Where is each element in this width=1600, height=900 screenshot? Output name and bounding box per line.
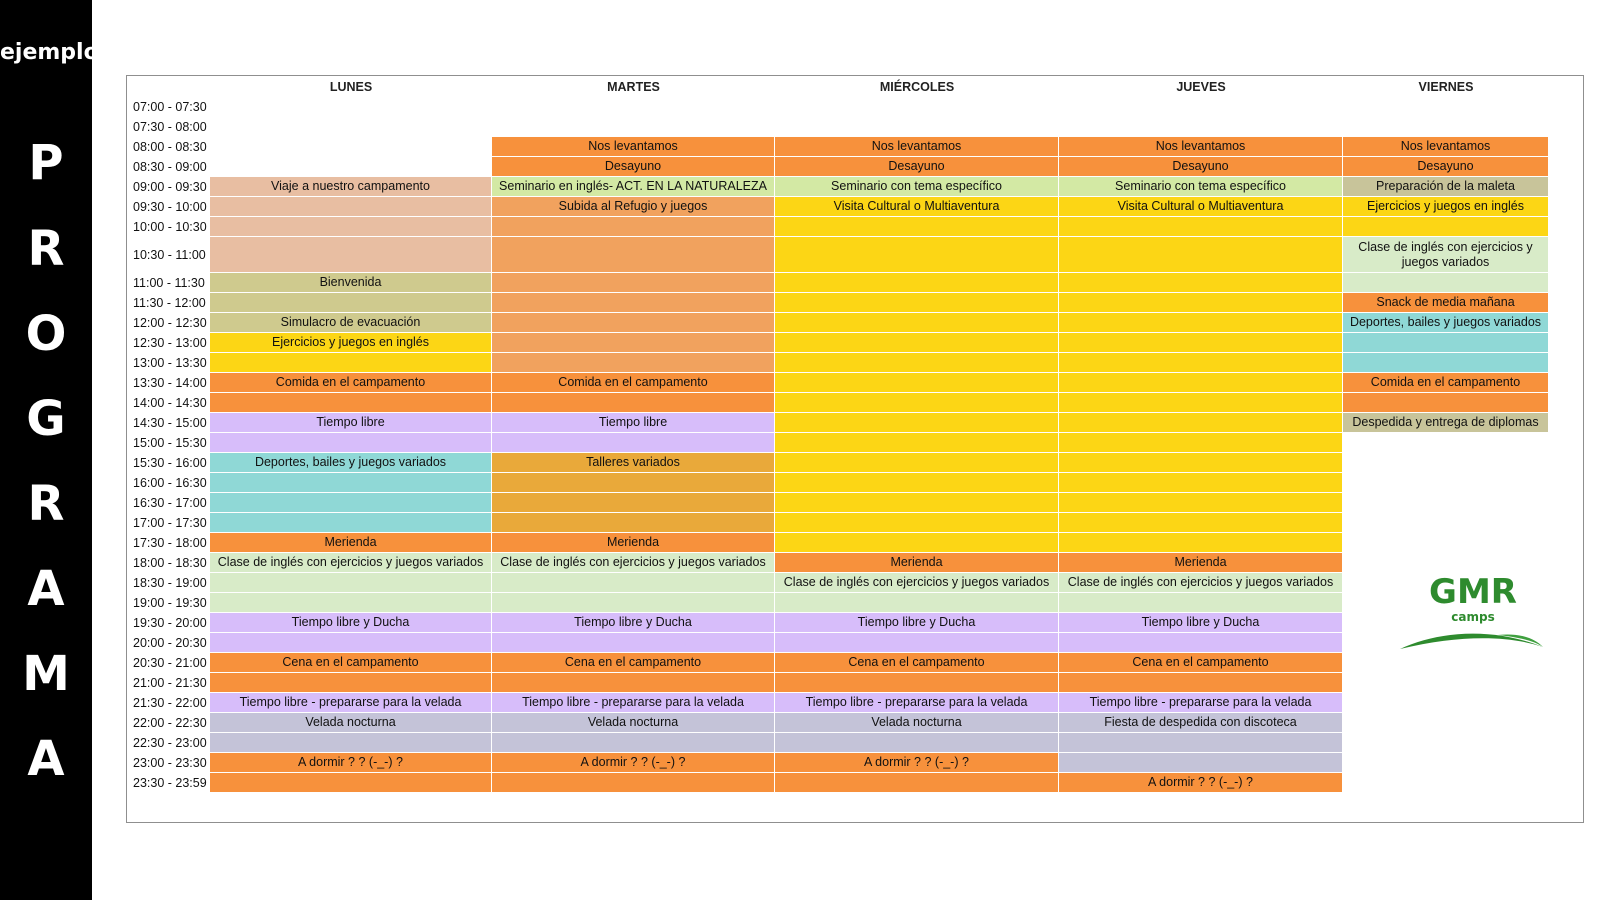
schedule-cell: Nos levantamos — [492, 137, 775, 157]
time-slot-label: 10:30 - 11:00 — [133, 248, 206, 262]
time-slot-label: 21:00 - 21:30 — [133, 676, 207, 690]
schedule-cell — [1059, 513, 1343, 533]
schedule-cell: Simulacro de evacuación — [210, 313, 492, 333]
schedule-cell: Velada nocturna — [775, 713, 1059, 733]
day-header: MARTES — [607, 79, 660, 94]
time-slot-label: 09:30 - 10:00 — [133, 200, 207, 214]
time-slot-label: 08:30 - 09:00 — [133, 160, 207, 174]
schedule-cell: Clase de inglés con ejercicios y juegos variados — [775, 573, 1059, 593]
schedule-cell — [1059, 733, 1343, 753]
time-slot-label: 16:30 - 17:00 — [133, 496, 207, 510]
schedule-cell — [775, 273, 1059, 293]
day-header: JUEVES — [1176, 79, 1226, 94]
time-slot-label: 15:30 - 16:00 — [133, 456, 207, 470]
schedule-cell — [1059, 753, 1343, 773]
schedule-cell: Fiesta de despedida con discoteca — [1059, 713, 1343, 733]
schedule-cell — [1059, 473, 1343, 493]
schedule-cell: Seminario con tema específico — [1059, 177, 1343, 197]
schedule-cell — [1343, 333, 1549, 353]
schedule-cell — [775, 433, 1059, 453]
schedule-cell — [1059, 593, 1343, 613]
time-slot-label: 07:30 - 08:00 — [133, 120, 207, 134]
time-slot-label: 09:00 - 09:30 — [133, 180, 207, 194]
schedule-cell: Velada nocturna — [492, 713, 775, 733]
schedule-cell: Nos levantamos — [1343, 137, 1549, 157]
schedule-cell: Clase de inglés con ejercicios y juegos variados — [492, 553, 775, 573]
schedule-cell: Merienda — [210, 533, 492, 553]
schedule-cell — [1059, 353, 1343, 373]
sidebar — [0, 0, 99, 900]
schedule-cell — [210, 633, 492, 653]
time-slot-label: 12:30 - 13:00 — [133, 336, 207, 350]
schedule-cell — [492, 633, 775, 653]
schedule-cell — [775, 733, 1059, 753]
schedule-cell: Desayuno — [492, 157, 775, 177]
schedule-cell — [492, 313, 775, 333]
schedule-cell — [210, 197, 492, 217]
schedule-cell — [210, 733, 492, 753]
schedule-cell: Deportes, bailes y juegos variados — [210, 453, 492, 473]
schedule-cell: Tiempo libre — [492, 413, 775, 433]
time-slot-label: 23:30 - 23:59 — [133, 776, 207, 790]
schedule-cell — [210, 217, 492, 237]
time-slot-label: 08:00 - 08:30 — [133, 140, 207, 154]
schedule-cell — [1059, 633, 1343, 653]
schedule-cell — [1059, 493, 1343, 513]
schedule-cell — [210, 353, 492, 373]
time-slot-label: 23:00 - 23:30 — [133, 756, 207, 770]
schedule-cell: Merienda — [775, 553, 1059, 573]
vertical-letter: M — [22, 646, 70, 702]
schedule-cell: A dormir ? ? (-_-) ? — [210, 753, 492, 773]
schedule-cell — [775, 533, 1059, 553]
schedule-cell: Comida en el campamento — [1343, 373, 1549, 393]
schedule-cell: Cena en el campamento — [492, 653, 775, 673]
schedule-cell: Tiempo libre - prepararse para la velada — [1059, 693, 1343, 713]
day-header: LUNES — [329, 79, 373, 94]
schedule-cell: Tiempo libre y Ducha — [492, 613, 775, 633]
time-slot-label: 13:00 - 13:30 — [133, 356, 207, 370]
schedule-cell: Clase de inglés con ejercicios y juegos variados — [1343, 237, 1549, 273]
schedule-cell — [775, 513, 1059, 533]
schedule-cell: Tiempo libre — [210, 413, 492, 433]
time-slot-label: 22:30 - 23:00 — [133, 736, 207, 750]
schedule-cell: Visita Cultural o Multiaventura — [775, 197, 1059, 217]
schedule-cell — [1059, 453, 1343, 473]
schedule-cell: Ejercicios y juegos en inglés — [210, 333, 492, 353]
vertical-letter: A — [27, 561, 65, 617]
schedule-cell: Velada nocturna — [210, 713, 492, 733]
schedule-cell: Bienvenida — [210, 273, 492, 293]
schedule-cell — [775, 353, 1059, 373]
day-header: MIÉRCOLES — [879, 79, 955, 94]
schedule-cell: Subida al Refugio y juegos — [492, 197, 775, 217]
gmr-camps-logo — [1398, 572, 1568, 670]
schedule-cell: Ejercicios y juegos en inglés — [1343, 197, 1549, 217]
time-slot-label: 22:00 - 22:30 — [133, 716, 207, 730]
schedule-cell — [492, 333, 775, 353]
vertical-letter: O — [25, 306, 67, 362]
schedule-cell: Tiempo libre - prepararse para la velada — [210, 693, 492, 713]
schedule-cell — [775, 413, 1059, 433]
schedule-cell: Merienda — [1059, 553, 1343, 573]
schedule-table — [126, 75, 1584, 823]
vertical-letter: A — [27, 731, 65, 787]
schedule-cell: A dormir ? ? (-_-) ? — [492, 753, 775, 773]
schedule-cell — [492, 773, 775, 793]
schedule-cell: Nos levantamos — [775, 137, 1059, 157]
schedule-cell — [492, 433, 775, 453]
schedule-cell — [1059, 293, 1343, 313]
time-slot-label: 19:00 - 19:30 — [133, 596, 207, 610]
schedule-cell — [492, 293, 775, 313]
schedule-cell — [210, 573, 492, 593]
schedule-cell — [492, 217, 775, 237]
logo-name: GMR — [1429, 572, 1517, 612]
schedule-cell: Deportes, bailes y juegos variados — [1343, 313, 1549, 333]
schedule-cell: Seminario en inglés- ACT. EN LA NATURALEZA — [492, 177, 775, 197]
schedule-cell — [775, 633, 1059, 653]
time-slot-label: 19:30 - 20:00 — [133, 616, 207, 630]
schedule-cell — [210, 237, 492, 273]
time-slot-label: 16:00 - 16:30 — [133, 476, 207, 490]
time-slot-label: 12:00 - 12:30 — [133, 316, 207, 330]
time-slot-label: 15:00 - 15:30 — [133, 436, 207, 450]
time-slot-label: 21:30 - 22:00 — [133, 696, 207, 710]
time-slot-label: 13:30 - 14:00 — [133, 376, 207, 390]
schedule-cell: A dormir ? ? (-_-) ? — [775, 753, 1059, 773]
schedule-cell — [492, 237, 775, 273]
schedule-cell: Talleres variados — [492, 453, 775, 473]
schedule-cell: Seminario con tema específico — [775, 177, 1059, 197]
schedule-cell: Nos levantamos — [1059, 137, 1343, 157]
time-slot-label: 20:30 - 21:00 — [133, 656, 207, 670]
schedule-cell — [1343, 353, 1549, 373]
schedule-cell — [210, 293, 492, 313]
schedule-cell: Clase de inglés con ejercicios y juegos variados — [1059, 573, 1343, 593]
schedule-cell: Cena en el campamento — [1059, 653, 1343, 673]
schedule-cell — [210, 393, 492, 413]
time-slot-label: 07:00 - 07:30 — [133, 100, 207, 114]
schedule-cell — [775, 473, 1059, 493]
schedule-cell — [1059, 413, 1343, 433]
schedule-cell — [492, 353, 775, 373]
schedule-cell — [775, 773, 1059, 793]
schedule-cell — [775, 237, 1059, 273]
schedule-cell — [1059, 393, 1343, 413]
schedule-cell: Merienda — [492, 533, 775, 553]
schedule-cell: Tiempo libre - prepararse para la velada — [775, 693, 1059, 713]
schedule-cell — [1059, 217, 1343, 237]
schedule-cell: Tiempo libre - prepararse para la velada — [492, 693, 775, 713]
schedule-cell: Visita Cultural o Multiaventura — [1059, 197, 1343, 217]
schedule-cell: Cena en el campamento — [210, 653, 492, 673]
schedule-cell — [210, 673, 492, 693]
schedule-cell — [492, 593, 775, 613]
schedule-cell — [775, 493, 1059, 513]
schedule-cell — [1059, 433, 1343, 453]
schedule-cell: A dormir ? ? (-_-) ? — [1059, 773, 1343, 793]
schedule-cell: Tiempo libre y Ducha — [210, 613, 492, 633]
schedule-cell: Viaje a nuestro campamento — [210, 177, 492, 197]
schedule-cell: Comida en el campamento — [492, 373, 775, 393]
schedule-grid — [127, 76, 1583, 822]
schedule-cell: Desayuno — [1343, 157, 1549, 177]
schedule-cell: Despedida y entrega de diplomas — [1343, 413, 1549, 433]
schedule-cell: Snack de media mañana — [1343, 293, 1549, 313]
schedule-cell: Cena en el campamento — [775, 653, 1059, 673]
day-header: VIERNES — [1418, 79, 1474, 94]
time-slot-label: 17:30 - 18:00 — [133, 536, 207, 550]
time-slot-label: 14:30 - 15:00 — [133, 416, 207, 430]
schedule-cell — [1059, 313, 1343, 333]
schedule-cell — [775, 333, 1059, 353]
schedule-cell: Tiempo libre y Ducha — [1059, 613, 1343, 633]
time-slot-label: 14:00 - 14:30 — [133, 396, 207, 410]
schedule-cell — [1059, 373, 1343, 393]
schedule-cell — [492, 473, 775, 493]
schedule-cell — [492, 733, 775, 753]
schedule-cell — [1059, 673, 1343, 693]
schedule-cell — [210, 513, 492, 533]
time-slot-label: 18:00 - 18:30 — [133, 556, 207, 570]
time-slot-label: 10:00 - 10:30 — [133, 220, 207, 234]
schedule-cell: Clase de inglés con ejercicios y juegos variados — [210, 553, 492, 573]
schedule-cell: Desayuno — [1059, 157, 1343, 177]
schedule-cell — [1059, 273, 1343, 293]
schedule-cell — [1343, 393, 1549, 413]
time-slot-label: 17:00 - 17:30 — [133, 516, 207, 530]
leaf-swoosh-icon — [1398, 625, 1548, 655]
time-slot-label: 11:00 - 11:30 — [133, 276, 205, 290]
vertical-letter: P — [28, 135, 64, 191]
schedule-cell — [775, 673, 1059, 693]
vertical-letter: G — [26, 391, 66, 447]
schedule-cell — [1343, 217, 1549, 237]
schedule-cell — [775, 293, 1059, 313]
schedule-cell — [775, 593, 1059, 613]
schedule-cell — [775, 217, 1059, 237]
time-slot-label: 11:30 - 12:00 — [133, 296, 206, 310]
schedule-cell — [775, 373, 1059, 393]
vertical-letter: R — [27, 476, 65, 532]
schedule-cell — [492, 493, 775, 513]
schedule-cell — [775, 313, 1059, 333]
schedule-cell — [492, 513, 775, 533]
schedule-cell — [210, 433, 492, 453]
schedule-cell: Desayuno — [775, 157, 1059, 177]
schedule-cell — [492, 573, 775, 593]
schedule-cell — [1059, 533, 1343, 553]
vertical-letter: R — [27, 221, 65, 277]
schedule-cell — [492, 673, 775, 693]
schedule-cell — [1059, 333, 1343, 353]
schedule-cell — [210, 473, 492, 493]
schedule-cell — [775, 453, 1059, 473]
schedule-cell — [492, 273, 775, 293]
logo-sub: camps — [1451, 610, 1495, 624]
schedule-cell — [775, 393, 1059, 413]
schedule-cell — [1343, 273, 1549, 293]
schedule-cell — [210, 773, 492, 793]
schedule-cell — [210, 493, 492, 513]
time-slot-label: 18:30 - 19:00 — [133, 576, 207, 590]
schedule-cell — [1059, 237, 1343, 273]
time-slot-label: 20:00 - 20:30 — [133, 636, 207, 650]
schedule-cell: Preparación de la maleta — [1343, 177, 1549, 197]
schedule-cell: Comida en el campamento — [210, 373, 492, 393]
schedule-cell — [492, 393, 775, 413]
schedule-cell — [210, 593, 492, 613]
schedule-cell: Tiempo libre y Ducha — [775, 613, 1059, 633]
sidebar-label: ejemplo — [0, 40, 99, 65]
